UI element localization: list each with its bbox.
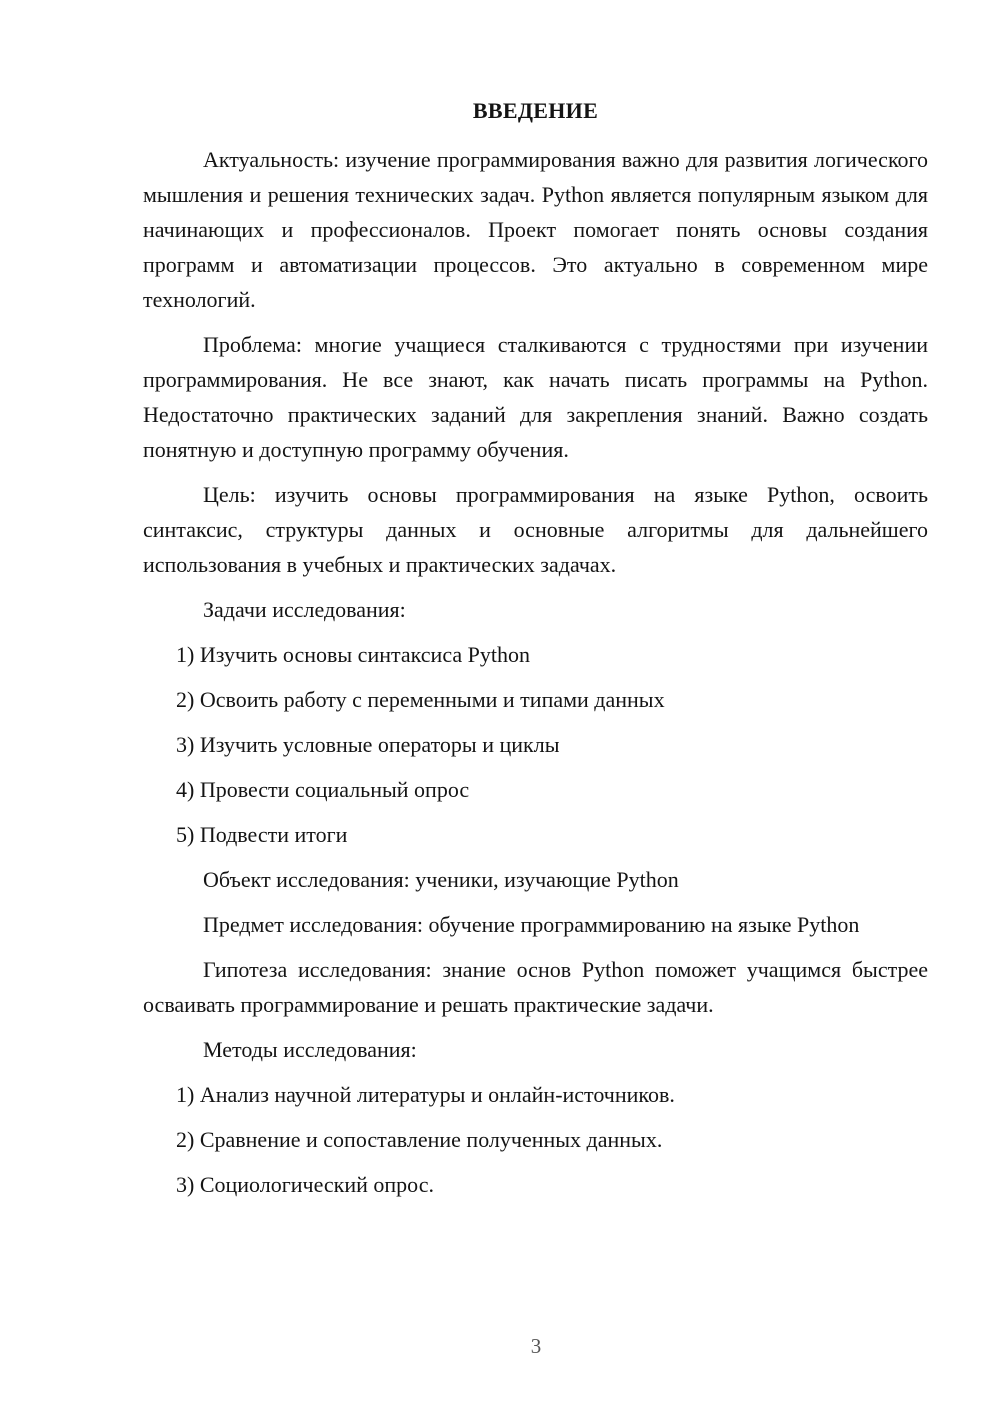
task-item: 1) Изучить основы синтаксиса Python [176,642,530,667]
document-body [143,142,928,1212]
task-item: 4) Провести социальный опрос [176,777,470,802]
page-number: 3 [530,1334,542,1358]
methods-heading: Методы исследования: [203,1037,417,1062]
method-item: 2) Сравнение и сопоставление полученных данных. [176,1127,663,1152]
task-item: 2) Освоить работу с переменными и типами данных [176,687,665,712]
method-item: 3) Социологический опрос. [176,1172,434,1197]
hypothesis-paragraph: Гипотеза исследования: знание основ Python поможет учащимся быстрее осваивать программирование и решать практические задачи. [143,957,928,1017]
problem-paragraph: Проблема: многие учащиеся сталкиваются с трудностями при изучении программирования. Не все знают, как начать писать программы на Python. Недостаточно практических заданий для закрепления знаний. Важно создать понятную и доступную программу обучения. [143,332,928,462]
task-item: 3) Изучить условные операторы и циклы [176,732,560,757]
section-title: ВВЕДЕНИЕ [472,98,599,123]
relevance-paragraph: Актуальность: изучение программирования важно для развития логического мышления и решения технических задач. Python является популярным языком для начинающих и профессионалов. Проект помогает понять основы создания программ и автоматизации процессов. Это актуально в современном мире технологий. [143,147,928,312]
task-item: 5) Подвести итоги [176,822,348,847]
subject-paragraph: Предмет исследования: обучение программированию на языке Python [203,912,860,937]
object-paragraph: Объект исследования: ученики, изучающие Python [203,867,679,892]
methods-list [143,1077,928,1202]
tasks-list [143,637,928,852]
tasks-heading: Задачи исследования: [203,597,406,622]
method-item: 1) Анализ научной литературы и онлайн-источников. [176,1082,675,1107]
goal-paragraph: Цель: изучить основы программирования на языке Python, освоить синтаксис, структуры данных и основные алгоритмы для дальнейшего использования в учебных и практических задачах. [143,482,928,577]
